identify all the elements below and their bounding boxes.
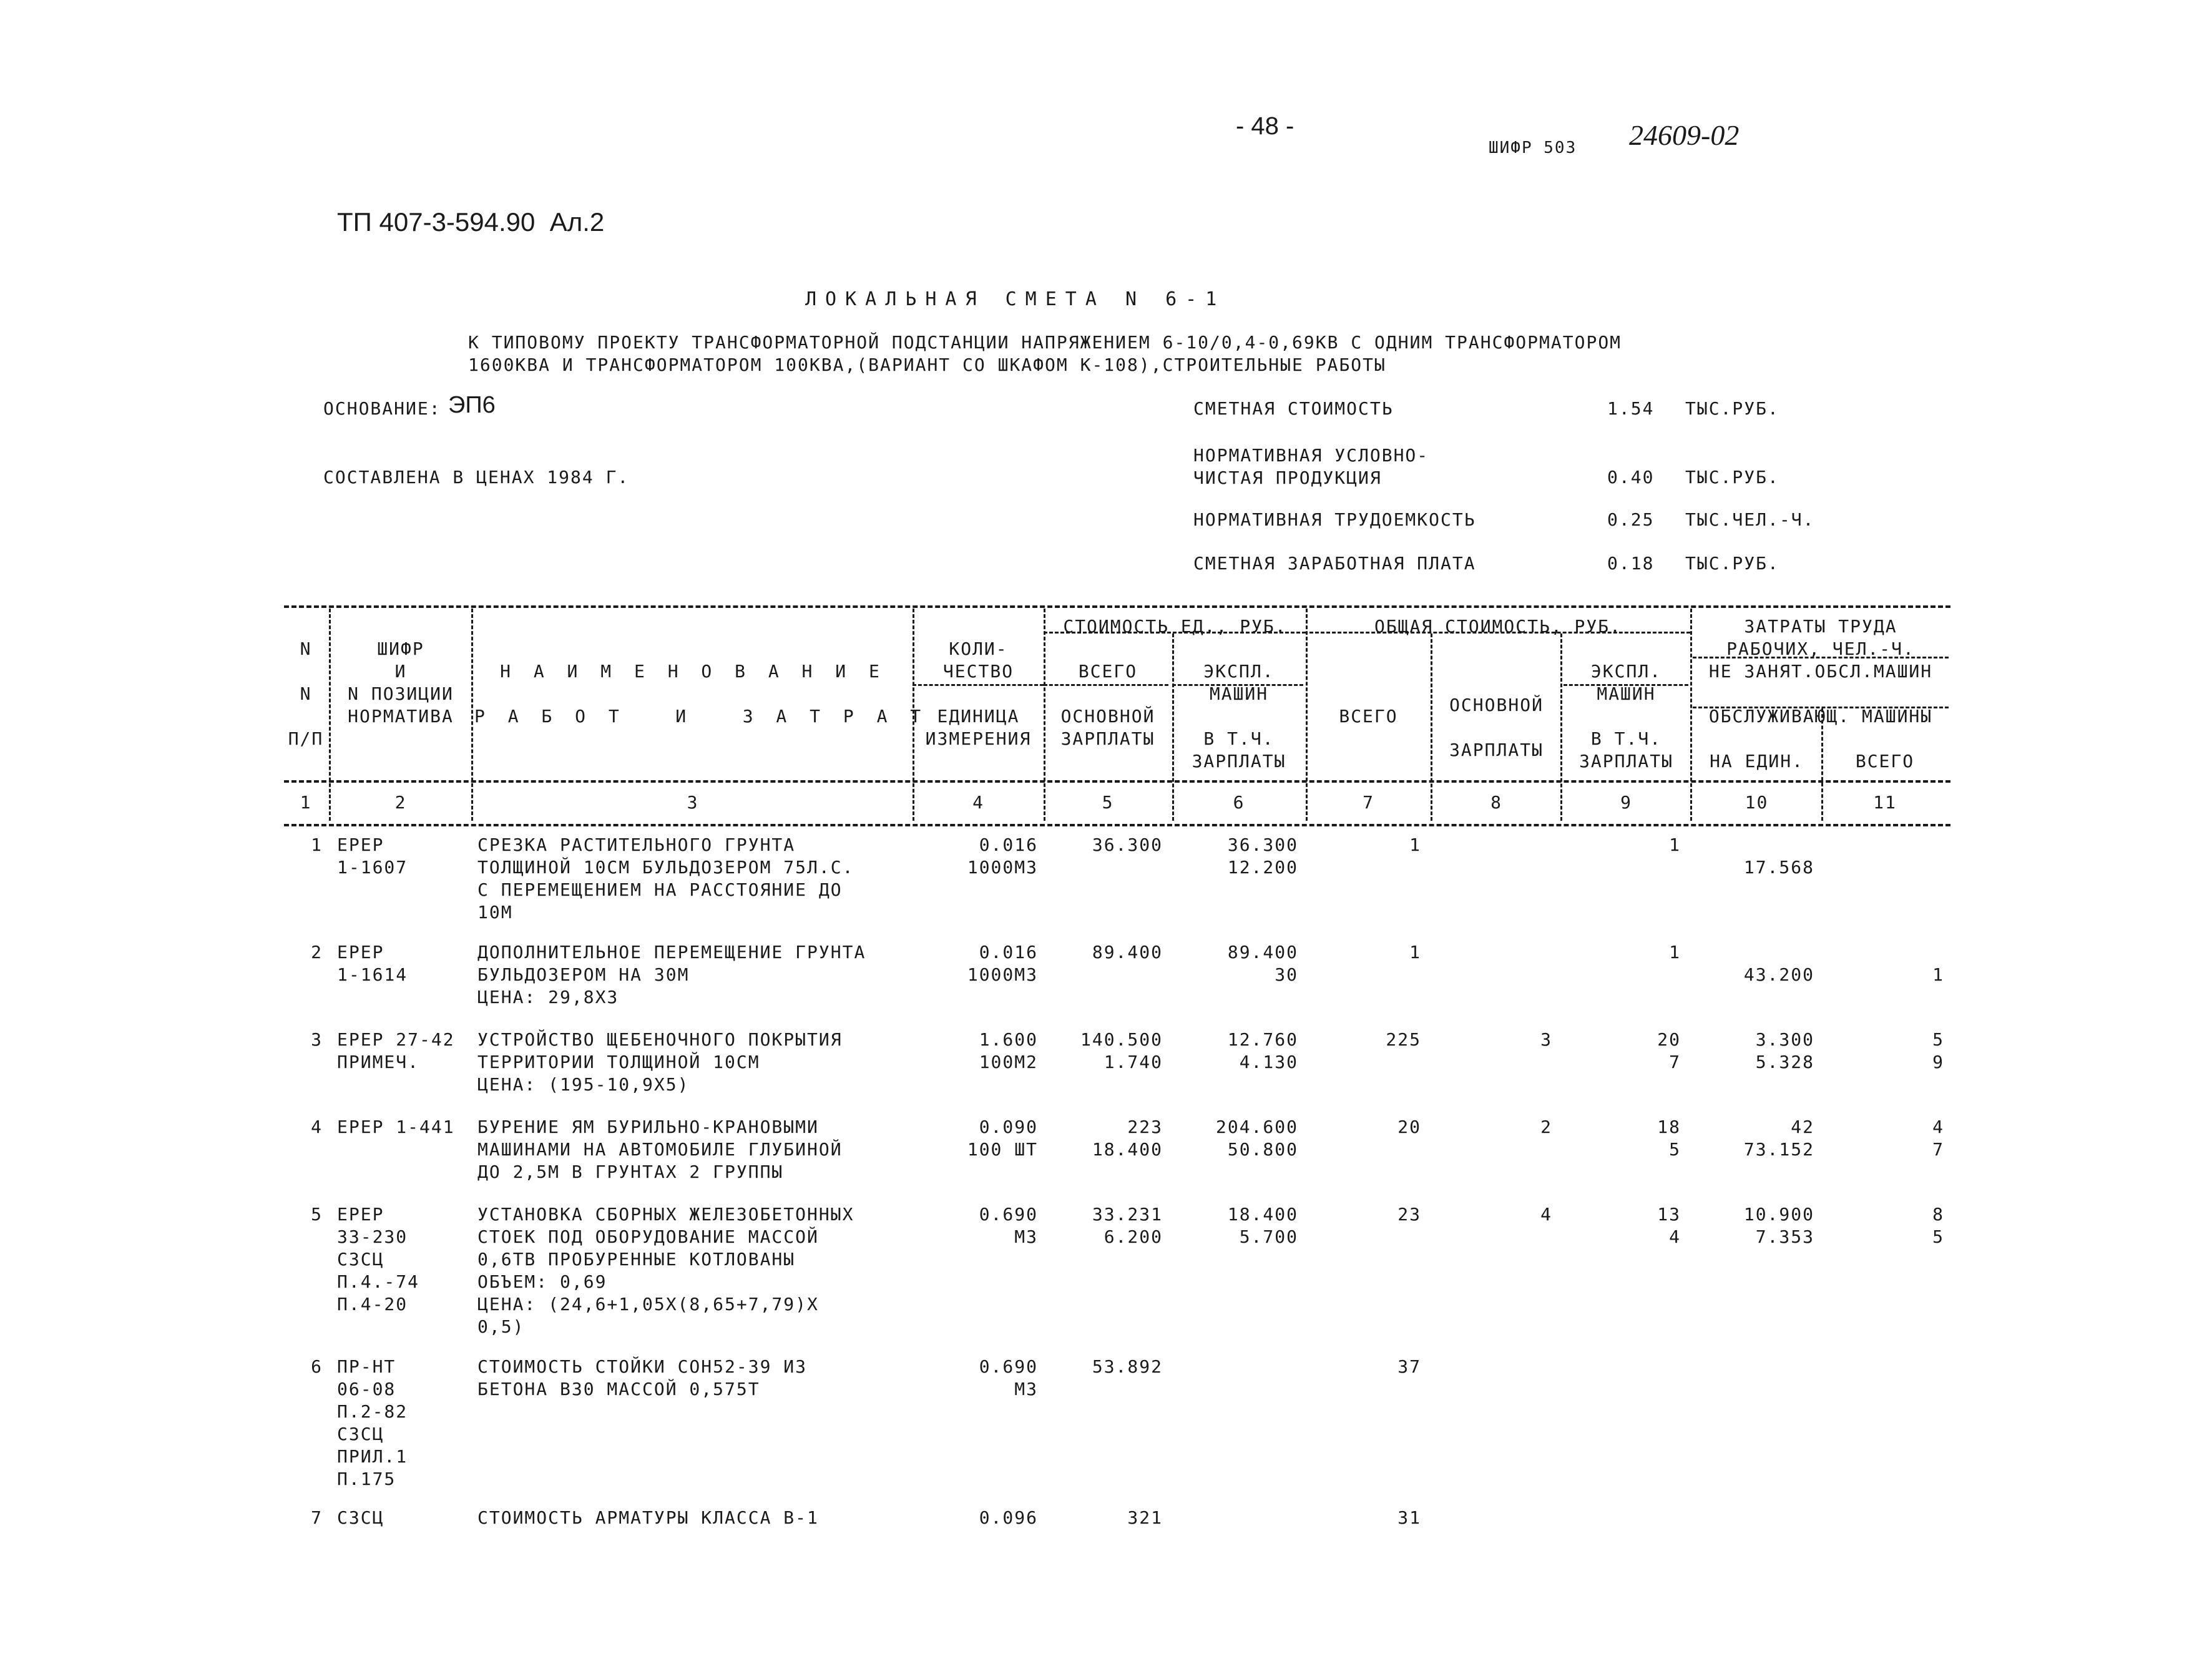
row-4-c5: 223 18.400 <box>1092 1117 1163 1160</box>
summary-unit-cost: ТЫС.РУБ. <box>1685 398 1779 419</box>
row-5-c5: 33.231 6.200 <box>1092 1204 1163 1247</box>
row-1-n: 1 <box>311 834 323 855</box>
vsep-9 <box>1690 609 1692 821</box>
row-4-n: 4 <box>311 1117 323 1137</box>
row-7-c7: 31 <box>1397 1507 1421 1528</box>
row-5-code: ЕРЕР 33-230 СЗСЦ П.4.-74 П.4-20 <box>337 1204 420 1314</box>
row-1-c6: 36.300 12.200 <box>1227 834 1298 878</box>
header-c6: ЭКСПЛ. МАШИН В Т.Ч. ЗАРПЛАТЫ <box>1192 661 1286 771</box>
row-1-code: ЕРЕР 1-1607 <box>337 834 408 878</box>
row-7-qty: 0.096 <box>979 1507 1038 1528</box>
row-3-c10: 3.300 5.328 <box>1755 1029 1814 1072</box>
row-1-qty: 0.016 1000М3 <box>967 834 1038 878</box>
row-5-n: 5 <box>311 1204 323 1225</box>
summary-value-cost: 1.54 <box>1607 398 1655 419</box>
row-5-c10: 10.900 7.353 <box>1743 1204 1814 1247</box>
row-4-c11: 4 7 <box>1932 1117 1944 1160</box>
row-5-c8: 4 <box>1540 1204 1552 1225</box>
row-7-name: СТОИМОСТЬ АРМАТУРЫ КЛАССА В-1 <box>477 1507 819 1528</box>
header-n: N N П/П <box>288 639 324 749</box>
row-6-code: ПР-НТ 06-08 П.2-82 СЗСЦ ПРИЛ.1 П.175 <box>337 1356 408 1489</box>
header-unit-cost: СТОИМОСТЬ ЕД., РУБ. <box>1063 616 1287 637</box>
summary-value-labor: 0.25 <box>1607 509 1655 530</box>
row-2-c11: 1 <box>1932 964 1944 985</box>
header-c10: НА ЕДИН. <box>1710 751 1804 771</box>
colnum-8: 8 <box>1490 792 1502 813</box>
header-code: ШИФР И N ПОЗИЦИИ НОРМАТИВА <box>348 639 454 727</box>
tp-reference: ТП 407-3-594.90 Ал.2 <box>337 207 605 237</box>
colnum-5: 5 <box>1102 792 1114 813</box>
row-4-c6: 204.600 50.800 <box>1215 1117 1298 1160</box>
row-2-name: ДОПОЛНИТЕЛЬНОЕ ПЕРЕМЕЩЕНИЕ ГРУНТА БУЛЬДОЗЕРОМ НА 30М ЦЕНА: 29,8Х3 <box>477 942 866 1007</box>
vsep-1 <box>329 609 331 821</box>
summary-label-wages: СМЕТНАЯ ЗАРАБОТНАЯ ПЛАТА <box>1193 553 1476 574</box>
row-7-c5: 321 <box>1127 1507 1163 1528</box>
header-c9: ЭКСПЛ. МАШИН В Т.Ч. ЗАРПЛАТЫ <box>1579 661 1673 771</box>
colnum-3: 3 <box>687 792 699 813</box>
row-2-qty: 0.016 1000М3 <box>967 942 1038 985</box>
summary-value-wages: 0.18 <box>1607 553 1655 574</box>
header-total-cost: ОБЩАЯ СТОИМОСТЬ, РУБ. <box>1374 616 1622 637</box>
row-6-name: СТОИМОСТЬ СТОЙКИ СОН52-39 ИЗ БЕТОНА В30 МАССОЙ 0,575Т <box>477 1356 808 1399</box>
row-3-code: ЕРЕР 27-42 ПРИМЕЧ. <box>337 1029 455 1072</box>
colnum-11: 11 <box>1873 792 1897 813</box>
row-2-n: 2 <box>311 942 323 962</box>
header-name-a: Н А И М Е Н О В А Н И Е <box>500 661 886 682</box>
row-1-c5: 36.300 <box>1092 834 1163 855</box>
row-2-c9: 1 <box>1669 942 1681 962</box>
row-5-c6: 18.400 5.700 <box>1227 1204 1298 1247</box>
summary-label-cost: СМЕТНАЯ СТОИМОСТЬ <box>1193 398 1394 419</box>
row-4-c9: 18 5 <box>1657 1117 1681 1160</box>
shifr-label: ШИФР 503 <box>1489 139 1577 157</box>
row-5-name: УСТАНОВКА СБОРНЫХ ЖЕЛЕЗОБЕТОННЫХ СТОЕК ПОД ОБОРУДОВАНИЕ МАССОЙ 0,6ТВ ПРОБУРЕННЫЕ КОТЛОВАНЫ ОБЪЕМ: 0,69 ЦЕНА: (24,6+1,05Х(8,65+7,79)Х 0,5) <box>477 1204 854 1337</box>
row-3-c6: 12.760 4.130 <box>1227 1029 1298 1072</box>
composed-note: СОСТАВЛЕНА В ЦЕНАХ 1984 Г. <box>323 467 630 487</box>
summary-unit-production: ТЫС.РУБ. <box>1685 467 1779 487</box>
vsep-2 <box>471 609 473 821</box>
row-5-c11: 8 5 <box>1932 1204 1944 1247</box>
colnum-7: 7 <box>1363 792 1374 813</box>
colnum-10: 10 <box>1745 792 1769 813</box>
row-6-c7: 37 <box>1397 1356 1421 1377</box>
row-4-qty: 0.090 100 ШТ <box>967 1117 1038 1160</box>
page-number: - 48 - <box>1236 112 1294 140</box>
header-c5: ВСЕГО ОСНОВНОЙ ЗАРПЛАТЫ <box>1060 661 1155 749</box>
summary-value-production: 0.40 <box>1607 467 1655 487</box>
row-6-c5: 53.892 <box>1092 1356 1163 1377</box>
basis-label: ОСНОВАНИЕ: <box>323 398 441 419</box>
row-7-code: СЗСЦ <box>337 1507 384 1528</box>
row-3-c5: 140.500 1.740 <box>1080 1029 1163 1072</box>
subtitle-line-1: К ТИПОВОМУ ПРОЕКТУ ТРАНСФОРМАТОРНОЙ ПОДСТАНЦИИ НАПРЯЖЕНИЕМ 6-10/0,4-0,69КВ С ОДНИМ ТРАНСФОРМАТОРОМ <box>468 332 1622 353</box>
colnum-9: 9 <box>1620 792 1632 813</box>
header-c8: ОСНОВНОЙ ЗАРПЛАТЫ <box>1449 695 1544 760</box>
header-bottom-rule <box>284 780 1950 783</box>
row-4-c10: 42 73.152 <box>1743 1117 1814 1160</box>
row-4-name: БУРЕНИЕ ЯМ БУРИЛЬНО-КРАНОВЫМИ МАШИНАМИ НА АВТОМОБИЛЕ ГЛУБИНОЙ ДО 2,5М В ГРУНТАХ 2 ГРУППЫ <box>477 1117 843 1182</box>
colnum-2: 2 <box>394 792 407 813</box>
row-3-n: 3 <box>311 1029 323 1050</box>
summary-label-production: НОРМАТИВНАЯ УСЛОВНО- ЧИСТАЯ ПРОДУКЦИЯ <box>1193 445 1429 488</box>
row-3-c9: 20 7 <box>1657 1029 1681 1072</box>
row-2-code: ЕРЕР 1-1614 <box>337 942 408 985</box>
table-top-rule <box>284 605 1950 608</box>
header-labor: ЗАТРАТЫ ТРУДА РАБОЧИХ, ЧЕЛ.-Ч. НЕ ЗАНЯТ.ОБСЛ.МАШИН <box>1708 616 1933 682</box>
row-6-qty: 0.690 М3 <box>979 1356 1038 1399</box>
row-6-n: 6 <box>311 1356 323 1377</box>
row-2-c10: 43.200 <box>1743 964 1814 985</box>
row-4-c8: 2 <box>1540 1117 1552 1137</box>
document-title: ЛОКАЛЬНАЯ СМЕТА N 6-1 <box>805 288 1226 310</box>
summary-unit-labor: ТЫС.ЧЕЛ.-Ч. <box>1685 509 1815 530</box>
row-3-qty: 1.600 100М2 <box>979 1029 1038 1072</box>
row-1-c10: 17.568 <box>1743 857 1814 878</box>
row-5-c7: 23 <box>1397 1204 1421 1225</box>
header-c7: ВСЕГО <box>1339 706 1398 727</box>
colnum-bottom-rule <box>284 824 1950 826</box>
colnum-6: 6 <box>1233 792 1245 813</box>
shifr-code: 24609-02 <box>1629 119 1740 151</box>
row-5-qty: 0.690 М3 <box>979 1204 1038 1247</box>
row-2-c5: 89.400 <box>1092 942 1163 962</box>
row-3-c7: 225 <box>1386 1029 1421 1050</box>
row-1-name: СРЕЗКА РАСТИТЕЛЬНОГО ГРУНТА ТОЛЩИНОЙ 10СМ БУЛЬДОЗЕРОМ 75Л.С. С ПЕРЕМЕЩЕНИЕМ НА РАССТОЯНИЕ ДО 10М <box>477 834 854 922</box>
row-4-c7: 20 <box>1397 1117 1421 1137</box>
row-3-name: УСТРОЙСТВО ЩЕБЕНОЧНОГО ПОКРЫТИЯ ТЕРРИТОРИИ ТОЛЩИНОЙ 10СМ ЦЕНА: (195-10,9Х5) <box>477 1029 843 1095</box>
row-1-c7: 1 <box>1409 834 1421 855</box>
summary-unit-wages: ТЫС.РУБ. <box>1685 553 1779 574</box>
header-name-b: Р А Б О Т И З А Т Р А Т <box>474 706 927 727</box>
row-1-c9: 1 <box>1669 834 1681 855</box>
row-3-c11: 5 9 <box>1932 1029 1944 1072</box>
colnum-1: 1 <box>300 792 312 813</box>
row-3-c8: 3 <box>1540 1029 1552 1050</box>
row-5-c9: 13 4 <box>1657 1204 1681 1247</box>
row-2-c6: 89.400 30 <box>1227 942 1298 985</box>
header-c11: ВСЕГО <box>1855 751 1915 771</box>
colnum-4: 4 <box>972 792 984 813</box>
header-labor-b: ОБСЛУЖИВАЮЩ. МАШИНЫ <box>1708 706 1933 727</box>
row-2-c7: 1 <box>1409 942 1421 962</box>
summary-label-labor: НОРМАТИВНАЯ ТРУДОЕМКОСТЬ <box>1193 509 1476 530</box>
row-7-n: 7 <box>311 1507 323 1528</box>
subtitle-line-2: 1600КВА И ТРАНСФОРМАТОРОМ 100КВА,(ВАРИАНТ СО ШКАФОМ К-108),СТРОИТЕЛЬНЫЕ РАБОТЫ <box>468 355 1386 375</box>
basis-value: ЭП6 <box>448 392 496 418</box>
row-4-code: ЕРЕР 1-441 <box>337 1117 455 1137</box>
header-qty: КОЛИ- ЧЕСТВО ЕДИНИЦА ИЗМЕРЕНИЯ <box>925 639 1032 749</box>
